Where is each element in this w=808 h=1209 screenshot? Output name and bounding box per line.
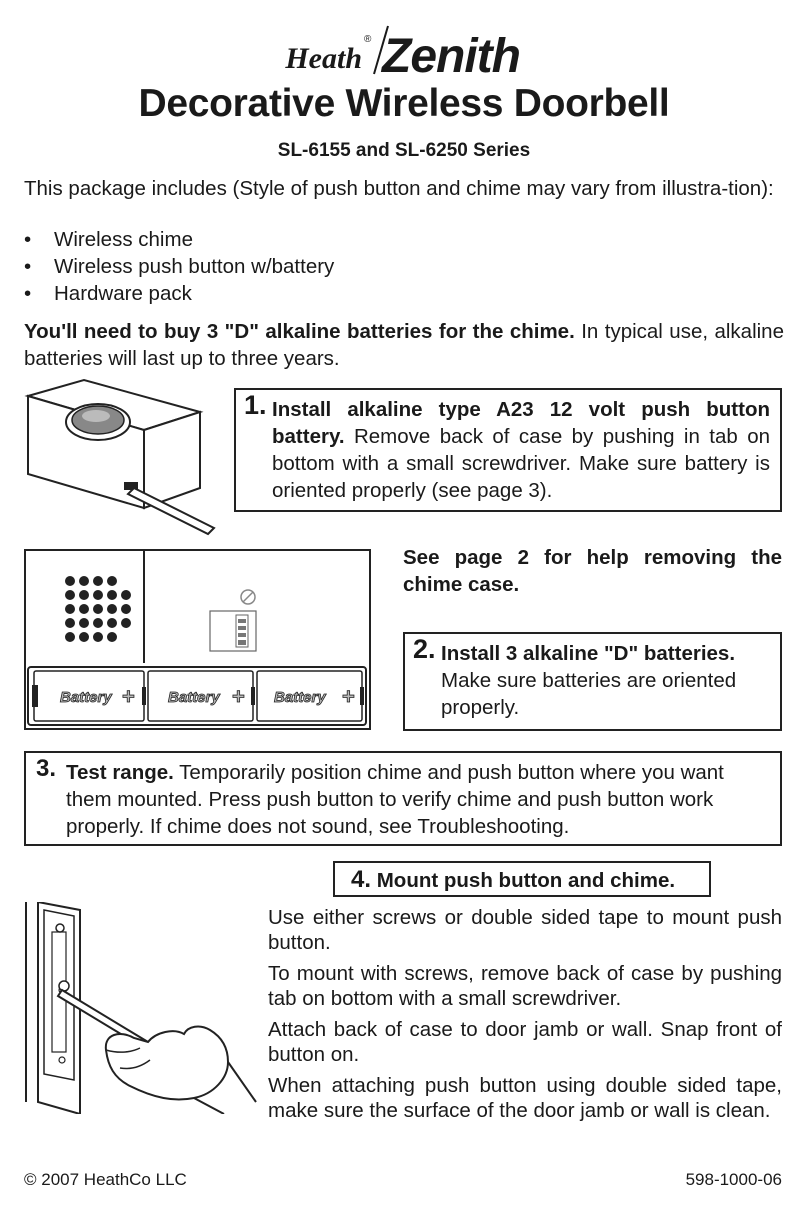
battery-label: Battery bbox=[274, 689, 326, 706]
list-item: • Wireless push button w/battery bbox=[24, 255, 335, 278]
list-item: • Hardware pack bbox=[24, 282, 192, 305]
step-1-box: 1. Install alkaline type A23 12 volt push button battery. Remove back of case by pushing in tab on bottom with a small screwdriver. Make sure battery is oriented properly (see page 3). bbox=[234, 388, 782, 512]
series-subtitle: SL-6155 and SL-6250 Series bbox=[277, 140, 531, 161]
step-2-box: 2. Install 3 alkaline "D" batteries. Make sure batteries are oriented properly. bbox=[403, 632, 782, 731]
paragraph: When attaching push button using double sided tape, make sure the surface of the door jamb or wall is clean. bbox=[268, 1074, 782, 1122]
brand-registered: ® bbox=[364, 34, 372, 45]
brand-heath: Heath bbox=[285, 42, 362, 75]
step-3-box: 3. Test range. Temporarily position chime and push button where you want them mounted. Press push button to verify chime and push button work properly. If chime does not sound, see Troubleshooting. bbox=[24, 751, 782, 846]
chime-illustration bbox=[24, 549, 372, 736]
push-button-illustration bbox=[24, 378, 224, 543]
battery-label: Battery bbox=[168, 689, 220, 706]
paragraph: Attach back of case to door jamb or wall. Snap front of button on. bbox=[268, 1018, 782, 1066]
paragraph: To mount with screws, remove back of case by pushing tab on bottom with a small screwdriver. bbox=[268, 962, 782, 1010]
brand-zenith: Zenith bbox=[382, 30, 520, 78]
svg-text:+: + bbox=[122, 684, 135, 709]
step-number: 1. bbox=[244, 390, 267, 420]
battery-label: Battery bbox=[60, 689, 112, 706]
step-4-box: 4. Mount push button and chime. bbox=[333, 861, 711, 897]
step-number: 3. bbox=[36, 755, 57, 782]
paragraph: Use either screws or double sided tape to mount push button. bbox=[268, 906, 782, 954]
mount-illustration bbox=[24, 902, 260, 1119]
svg-text:+: + bbox=[232, 684, 245, 709]
page-title: Decorative Wireless Doorbell bbox=[138, 82, 670, 125]
svg-text:+: + bbox=[342, 684, 355, 709]
mount-instructions bbox=[268, 905, 782, 1129]
package-intro: This package includes (Style of push button and chime may vary from illustra-tion): bbox=[24, 177, 774, 200]
part-number: 598-1000-06 bbox=[685, 1170, 782, 1189]
step-number: 4. bbox=[351, 866, 372, 893]
step-number: 2. bbox=[413, 634, 436, 664]
copyright: © 2007 HeathCo LLC bbox=[24, 1170, 187, 1189]
batteries-note: You'll need to buy 3 "D" alkaline batteries for the chime. In typical use, alkaline batteries will last up to three years. bbox=[24, 320, 784, 370]
see-page-2-note: See page 2 for help removing the chime case. bbox=[403, 546, 782, 596]
includes-list bbox=[24, 226, 784, 307]
list-item: • Wireless chime bbox=[24, 228, 193, 251]
brand-logo bbox=[0, 18, 808, 78]
